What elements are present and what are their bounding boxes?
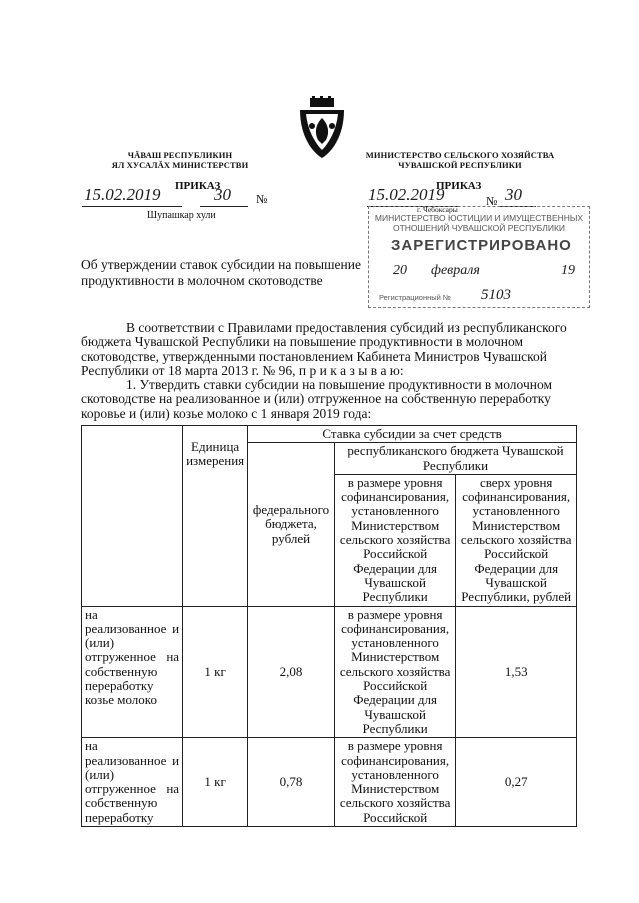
header-rate: Ставка субсидии за счет средств <box>248 426 577 443</box>
body-paragraph-1 <box>81 321 577 421</box>
table-header-row-1 <box>82 426 577 443</box>
stamp-reg-number: 5103 <box>481 287 511 303</box>
row-cofin: в размере уровня софинансирования, установленного Министерством сельского хозяйства Российской Федерации для Чувашской Республики <box>334 606 456 738</box>
left-prikaz-title: ПРИКАЗ <box>175 180 221 192</box>
stamp-registered: ЗАРЕГИСТРИРОВАНО <box>391 237 572 254</box>
stamp-reg-label: Регистрационный № <box>379 293 451 302</box>
row-unit: 1 кг <box>183 606 248 738</box>
row-over: 1,53 <box>456 606 577 738</box>
left-number-sign: № <box>256 192 268 206</box>
left-date-handwritten: 15.02.2019 <box>84 185 161 204</box>
stamp-day: 20 <box>393 263 407 278</box>
left-header-line1: ЧĂВАШ РЕСПУБЛИКИН <box>127 150 233 160</box>
left-header-line2: ЯЛ ХУСАЛĂХ МИНИСТЕРСТВИ <box>111 160 249 170</box>
p1-line3: скотоводстве, утвержденными постановлением Кабинета Министров Чувашской <box>81 348 547 364</box>
header-unit: Единица измерения <box>183 426 248 607</box>
row-over: 0,27 <box>456 738 577 827</box>
p1-line1: В соответствии с Правилами предоставления субсидий из республиканского <box>126 320 567 335</box>
p2-line3: коровье и (или) козье молоко с 1 января 2019 года: <box>81 405 372 421</box>
right-number-sign: № <box>486 194 498 208</box>
right-prikaz-title: ПРИКАЗ <box>436 180 482 192</box>
row-federal: 2,08 <box>248 606 335 738</box>
stamp-month: февраля <box>431 263 480 278</box>
row-federal: 0,78 <box>248 738 335 827</box>
subject-line1: Об утверждении ставок субсидии на повышение <box>81 257 361 272</box>
right-header-line2: ЧУВАШСКОЙ РЕСПУБЛИКИ <box>398 160 522 170</box>
p1-line4: Республики от 18 марта 2013 г. № 96, п р и к а з ы в а ю: <box>81 362 404 378</box>
subsidy-rates-table <box>81 425 577 827</box>
left-number-handwritten: 30 <box>214 185 231 204</box>
left-city: Шупашкар хули <box>147 210 216 221</box>
table-row <box>82 606 577 738</box>
stamp-year: 19 <box>561 263 575 278</box>
registration-stamp <box>368 206 590 308</box>
stamp-line2: ОТНОШЕНИЙ ЧУВАШСКОЙ РЕСПУБЛИКИ <box>392 223 566 233</box>
subject-line2: продуктивности в молочном скотоводстве <box>81 273 323 288</box>
right-header-line1: МИНИСТЕРСТВО СЕЛЬСКОГО ХОЗЯЙСТВА <box>365 150 555 160</box>
document-subject <box>81 257 371 289</box>
row-name: на реализованное и (или) отгруженное на собственную переработку козье молоко <box>82 606 183 738</box>
right-number-handwritten: 30 <box>505 185 522 204</box>
header-over: сверх уровня софинансирования, установленного Министерством сельского хозяйства Российской Федерации для Чувашской Республики, рублей <box>456 474 577 606</box>
p2-line2: скотоводстве на реализованное и (или) отгруженное на собственную переработку <box>81 391 551 407</box>
stamp-line1: МИНИСТЕРСТВО ЮСТИЦИИ И ИМУЩЕСТВЕННЫХ <box>374 213 584 223</box>
header-republic: республиканского бюджета Чувашской Республики <box>334 443 576 475</box>
header-cofin: в размере уровня софинансирования, установленного Министерством сельского хозяйства Российской Федерации для Чувашской Республики <box>334 474 456 606</box>
p2-line1: 1. Утвердить ставки субсидии на повышение продуктивности в молочном <box>126 377 552 393</box>
coat-of-arms-emblem <box>292 96 352 160</box>
row-cofin: в размере уровня софинансирования, установленного Министерством сельского хозяйства Российской <box>334 738 456 827</box>
row-unit: 1 кг <box>183 738 248 827</box>
row-name: на реализованное и (или) отгруженное на собственную переработку <box>82 738 183 827</box>
header-federal: федерального бюджета, рублей <box>248 443 335 606</box>
right-date-handwritten: 15.02.2019 <box>368 185 445 204</box>
table-row <box>82 738 577 827</box>
right-city: г. Чебоксары <box>417 205 458 214</box>
header-blank-cell <box>82 426 183 607</box>
p1-line2: бюджета Чувашской Республики на повышение продуктивности в молочном <box>81 334 524 350</box>
